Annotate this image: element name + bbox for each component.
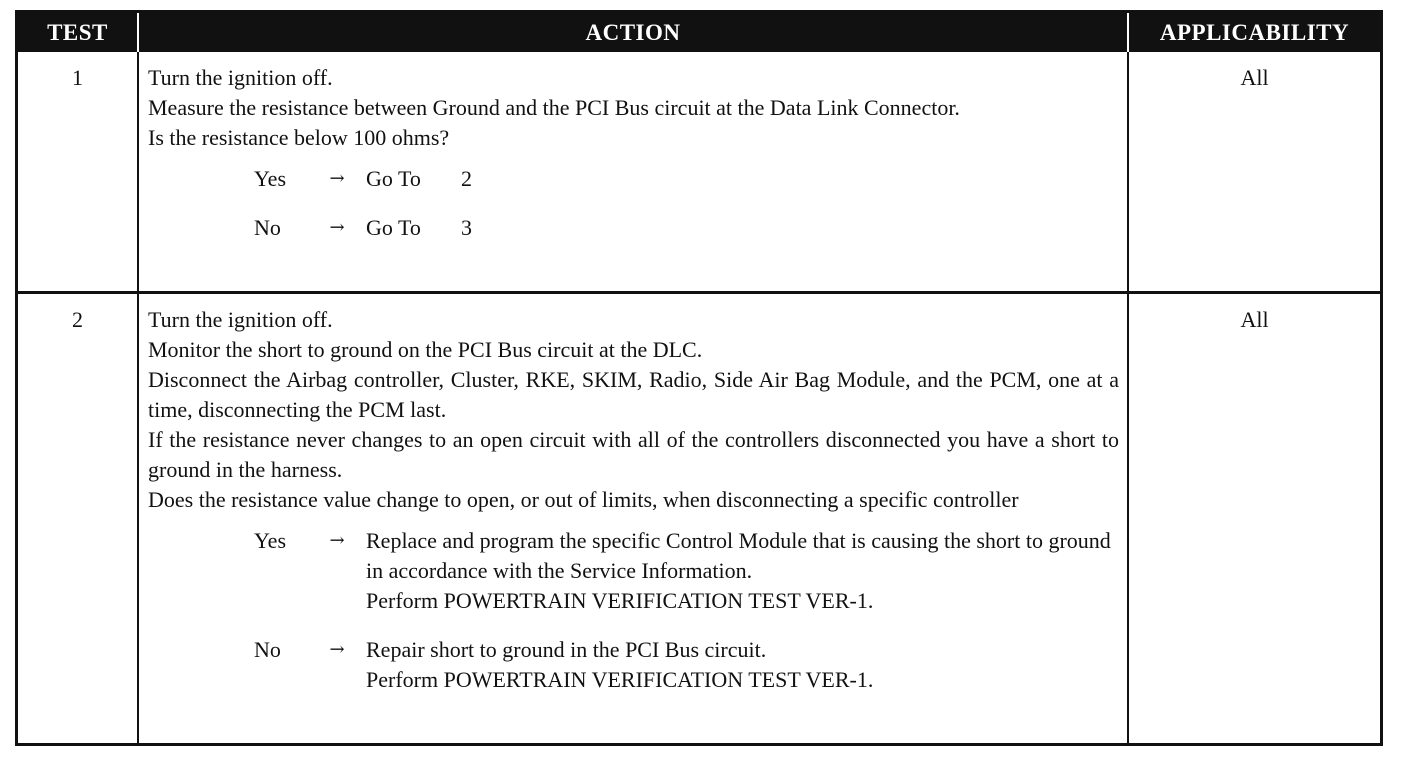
action-line: Turn the ignition off. bbox=[148, 65, 333, 90]
action-line: Is the resistance below 100 ohms? bbox=[148, 125, 450, 150]
table-header-row bbox=[18, 13, 1380, 52]
header-action: ACTION bbox=[138, 13, 1128, 52]
action-line: Measure the resistance between Ground and the PCI Bus circuit at the Data Link Connector. bbox=[148, 95, 960, 120]
result-line: Repair short to ground in the PCI Bus circuit. bbox=[366, 636, 767, 662]
answer-options bbox=[148, 526, 1119, 695]
option-no bbox=[148, 635, 1119, 695]
header-applicability: APPLICABILITY bbox=[1128, 13, 1380, 52]
header-test: TEST bbox=[18, 13, 138, 52]
option-result bbox=[366, 213, 1119, 243]
goto-word: Go To bbox=[366, 215, 421, 240]
right-arrow-icon: → bbox=[329, 529, 345, 551]
option-label: Yes bbox=[254, 527, 287, 553]
option-no bbox=[148, 213, 1119, 243]
right-arrow-icon: → bbox=[329, 638, 345, 660]
goto-target: 3 bbox=[461, 215, 472, 240]
action-cell bbox=[138, 52, 1128, 292]
option-yes bbox=[148, 526, 1119, 616]
option-result bbox=[366, 635, 1119, 695]
option-result bbox=[366, 164, 1119, 194]
option-label: No bbox=[254, 215, 281, 240]
diagnostic-table-frame bbox=[15, 10, 1383, 746]
right-arrow-icon: → bbox=[329, 217, 345, 238]
action-line: Does the resistance value change to open, or out of limits, when disconnecting a specific controller bbox=[148, 486, 1019, 512]
goto-target: 2 bbox=[461, 166, 472, 191]
action-line: Disconnect the Airbag controller, Cluster, RKE, SKIM, Radio, Side Air Bag Module, and the PCM, one at a time, disconnecting the PCM last. bbox=[148, 366, 1119, 422]
option-label: No bbox=[254, 636, 281, 662]
option-label: Yes bbox=[254, 166, 287, 191]
test-row-1 bbox=[18, 52, 1380, 292]
answer-options bbox=[148, 164, 1119, 243]
test-number: 1 bbox=[18, 52, 138, 292]
right-arrow-icon: → bbox=[329, 168, 345, 189]
result-line: Perform POWERTRAIN VERIFICATION TEST VER-1. bbox=[366, 587, 874, 613]
applicability-cell: All bbox=[1128, 52, 1380, 292]
goto-word: Go To bbox=[366, 166, 421, 191]
action-line: Turn the ignition off. bbox=[148, 306, 333, 332]
option-result bbox=[366, 526, 1119, 616]
test-row-2 bbox=[18, 292, 1380, 743]
option-yes bbox=[148, 164, 1119, 194]
action-line: If the resistance never changes to an open circuit with all of the controllers disconnected you have a short to ground in the harness. bbox=[148, 426, 1119, 482]
test-number: 2 bbox=[18, 292, 138, 743]
action-line: Monitor the short to ground on the PCI Bus circuit at the DLC. bbox=[148, 336, 703, 362]
diagnostic-test-table bbox=[18, 13, 1380, 743]
action-cell bbox=[138, 292, 1128, 743]
result-line: Perform POWERTRAIN VERIFICATION TEST VER-1. bbox=[366, 666, 874, 692]
result-line: Replace and program the specific Control Module that is causing the short to ground in accordance with the Service Information. bbox=[366, 527, 1111, 583]
applicability-cell: All bbox=[1240, 306, 1269, 332]
